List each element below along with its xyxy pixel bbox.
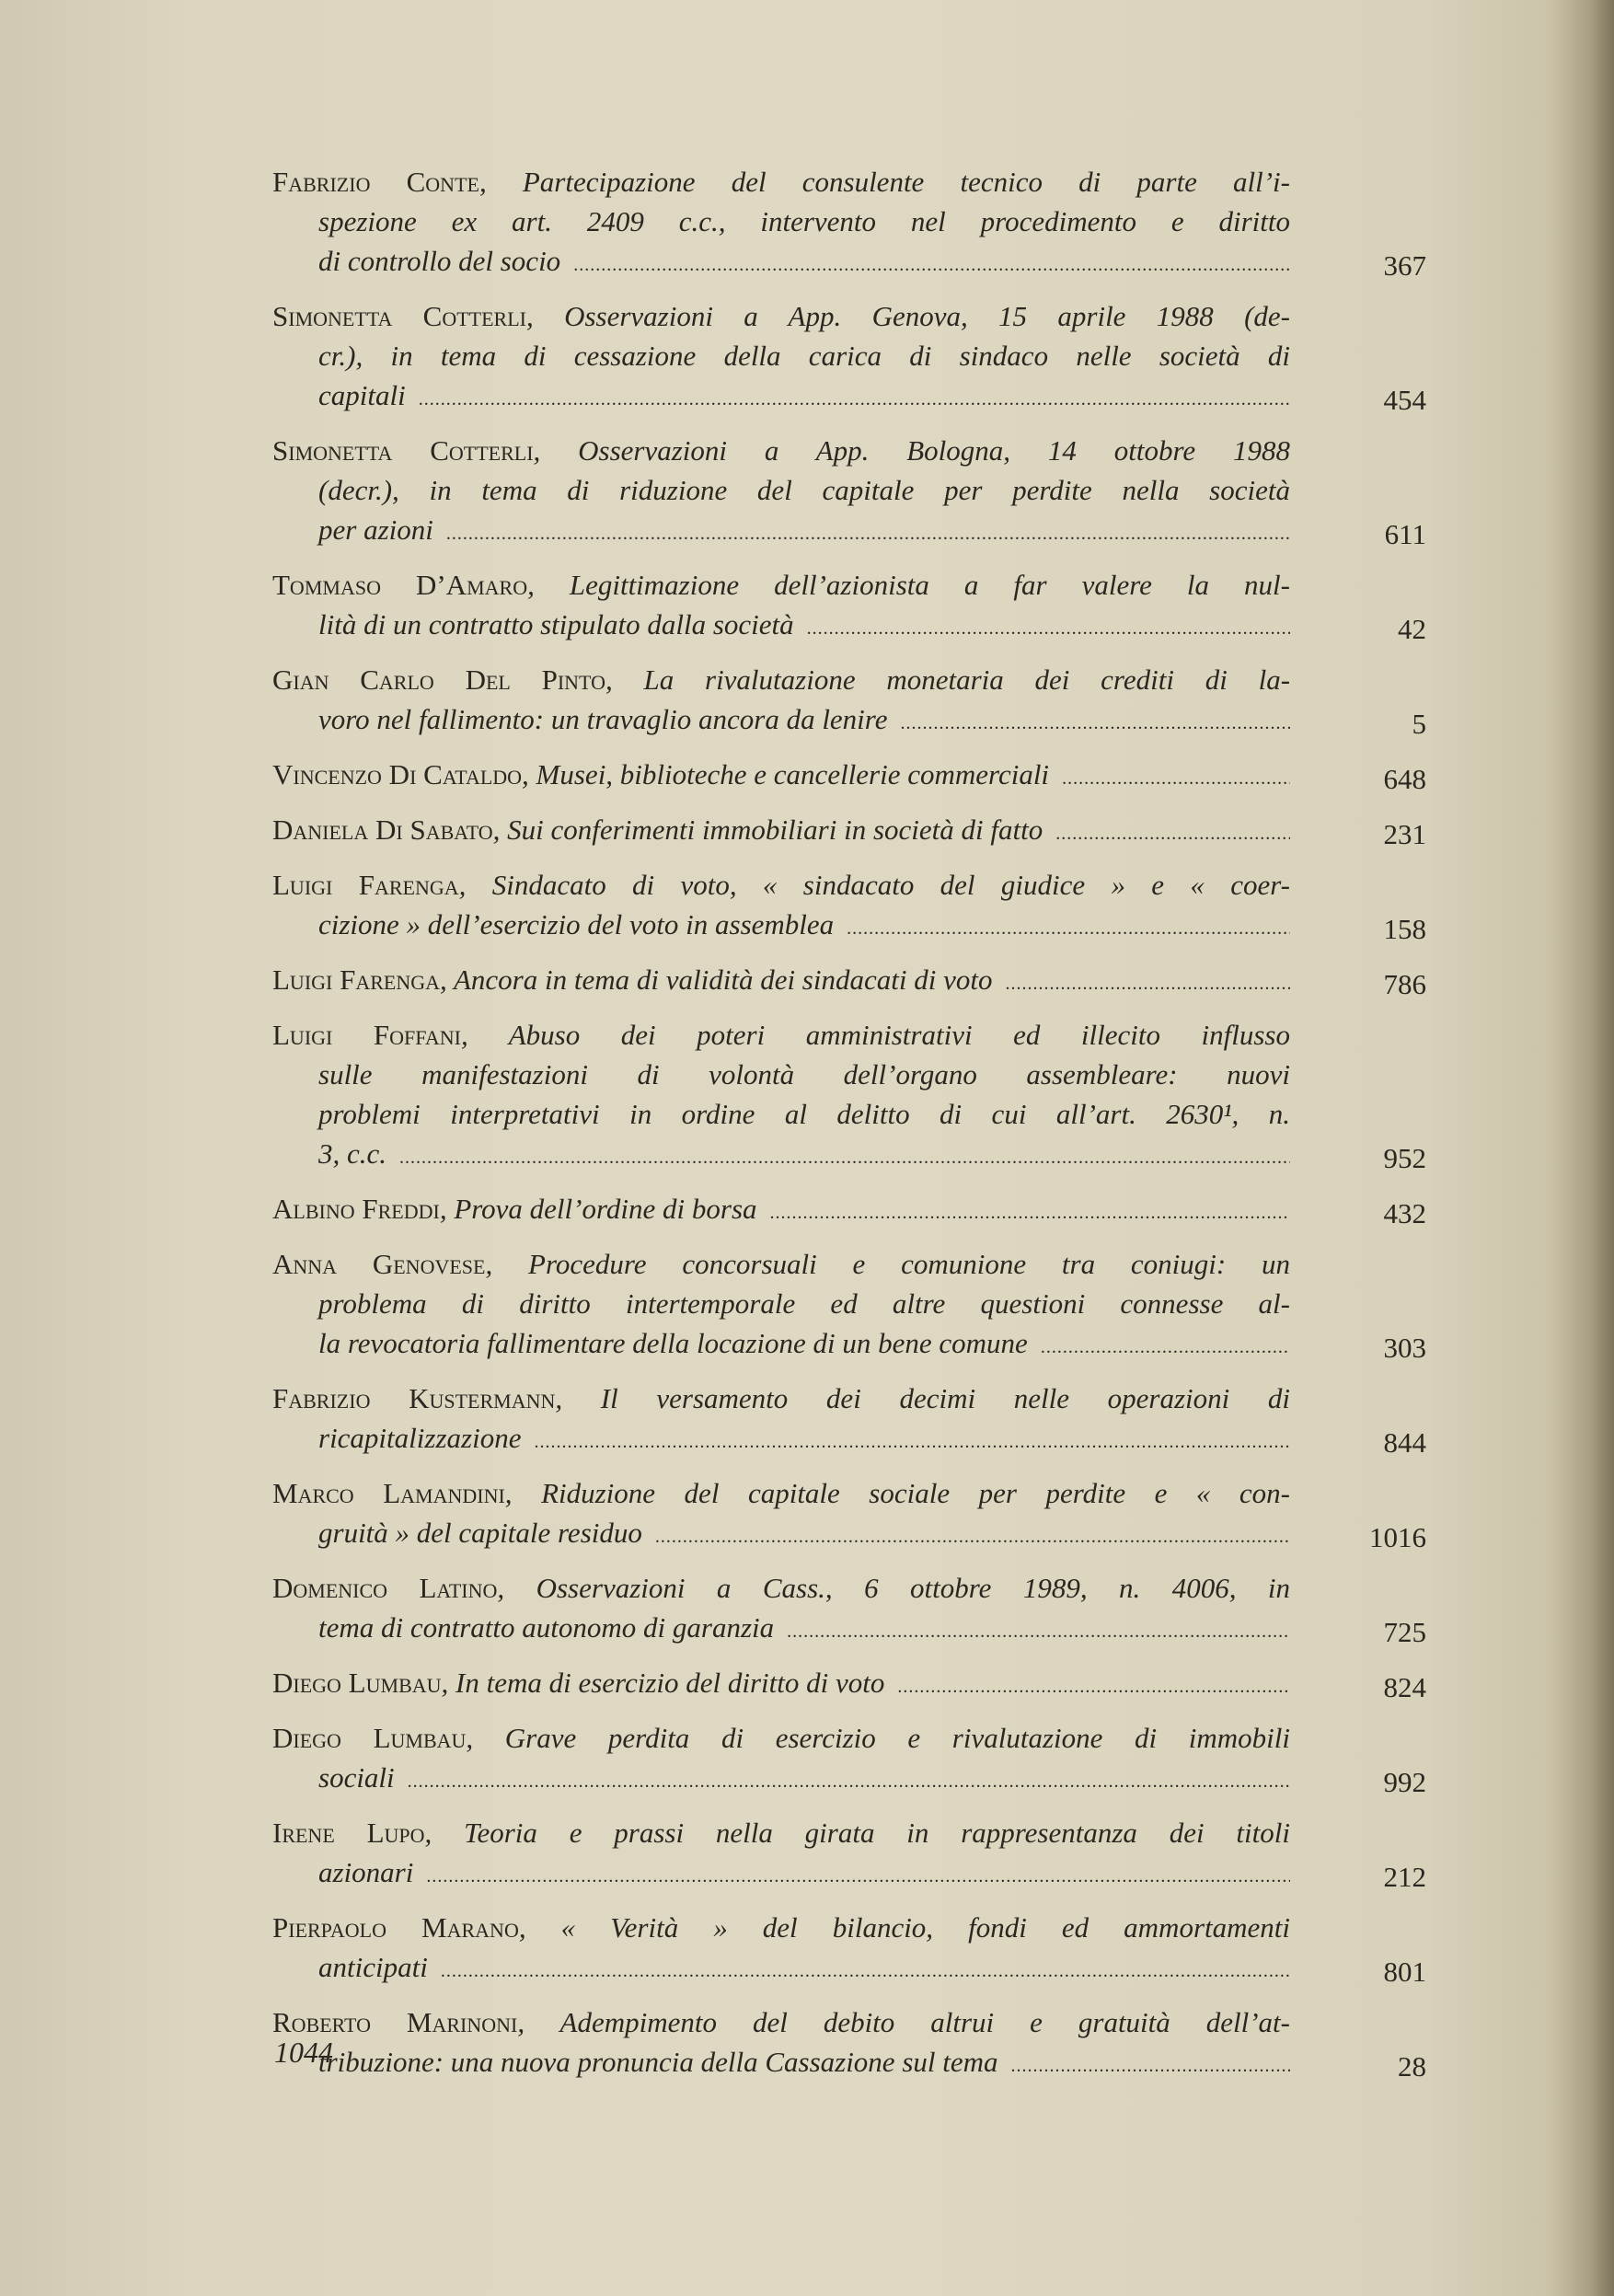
dot-leader <box>1041 1328 1290 1367</box>
dot-leader <box>1005 964 1290 1004</box>
entry-author: Diego Lumbau <box>272 1722 467 1754</box>
toc-entry-line: Daniela Di Sabato, Sui conferimenti immobiliari in società di fatto ..... <box>272 810 1290 854</box>
entry-title-text: In tema di esercizio del diritto di voto <box>455 1667 885 1699</box>
entry-page-number: 212 <box>1383 1861 1426 1893</box>
entry-author: Roberto Marinoni <box>272 2006 518 2038</box>
entry-page-number: 28 <box>1398 2050 1426 2083</box>
entry-author: Domenico Latino <box>272 1572 498 1604</box>
dot-leader <box>426 1857 1290 1897</box>
entry-title-text: ricapitalizzazione <box>318 1422 522 1454</box>
entry-title-text: cizione » dell’esercizio del voto in assemblea <box>318 908 835 940</box>
entry-title-text: sociali <box>318 1761 395 1794</box>
toc-entry <box>272 1473 1426 1557</box>
toc-entry-line: Anna Genovese, Procedure concorsuali e comunione tra coniugi: un <box>272 1248 1290 1280</box>
entry-title-text: Osservazioni a App. Genova, 15 aprile 1988 (de- <box>564 300 1290 332</box>
toc-entry <box>272 2002 1426 2086</box>
entry-author: Fabrizio Kustermann <box>272 1382 556 1414</box>
entry-author: Simonetta Cotterli <box>272 434 534 467</box>
entry-title-text: Teoria e prassi nella girata in rappresentanza dei titoli <box>464 1817 1290 1849</box>
entry-page-number: 786 <box>1383 968 1426 1000</box>
entry-author: Irene Lupo <box>272 1817 425 1849</box>
entry-title-text: tribuzione: una nuova pronuncia della Cassazione sul tema <box>318 2046 998 2078</box>
entry-title-text: Abuso dei poteri amministrativi ed illecito influsso <box>508 1019 1290 1051</box>
entry-title-text: anticipati <box>318 1951 428 1983</box>
entry-title-text: spezione ex art. 2409 c.c., intervento nel procedimento e diritto <box>318 205 1290 237</box>
toc-entry-line: Simonetta Cotterli, Osservazioni a App. Bologna, 14 ottobre 1988 <box>272 434 1290 467</box>
toc-entry-line: Roberto Marinoni, Adempimento del debito altrui e gratuità dell’at- <box>272 2006 1290 2038</box>
toc-entry-line: Pierpaolo Marano, « Verità » del bilancio, fondi ed ammortamenti <box>272 1911 1290 1944</box>
entry-page-number: 158 <box>1383 913 1426 945</box>
toc-entry-line <box>272 1323 1290 1367</box>
toc-entry <box>272 162 1426 285</box>
entry-author: Tommaso D’Amaro <box>272 569 528 601</box>
toc-entry-line: Tommaso D’Amaro, Legittimazione dell’azionista a far valere la nul- <box>272 569 1290 601</box>
toc-entry-line <box>272 905 1290 949</box>
entry-page-number: 367 <box>1383 249 1426 282</box>
toc-entry-line <box>272 1608 1290 1652</box>
entry-page-number: 1016 <box>1369 1521 1426 1553</box>
entry-author: Luigi Foffani <box>272 1019 461 1051</box>
entry-title-text: Osservazioni a Cass., 6 ottobre 1989, n. 4006, in <box>536 1572 1291 1604</box>
dot-leader <box>573 246 1290 285</box>
toc-entry <box>272 660 1426 744</box>
dot-leader <box>900 704 1290 744</box>
entry-title-text: la revocatoria fallimentare della locazione di un bene comune <box>318 1327 1028 1359</box>
toc-entry-line <box>272 1947 1290 1991</box>
toc-entry-line <box>272 1418 1290 1462</box>
toc-entry-line <box>272 1094 1290 1134</box>
entry-page-number: 5 <box>1412 708 1426 740</box>
dot-leader <box>770 1194 1290 1233</box>
toc-entry-line: Albino Freddi, Prova dell’ordine di borsa ..... <box>272 1189 1290 1233</box>
entry-title-text: capitali <box>318 379 406 411</box>
toc-entry-line: Simonetta Cotterli, Osservazioni a App. Genova, 15 aprile 1988 (de- <box>272 300 1290 332</box>
entry-title-text: Il versamento dei decimi nelle operazioni di <box>600 1382 1290 1414</box>
dot-leader <box>1062 759 1290 799</box>
toc-entry-line <box>272 1758 1290 1802</box>
toc-entry-line <box>272 1852 1290 1897</box>
entry-author: Fabrizio Conte <box>272 166 479 198</box>
toc-entry <box>272 1718 1426 1802</box>
toc-entry <box>272 1015 1426 1178</box>
entry-title-text: cr.), in tema di cessazione della carica di sindaco nelle società di <box>318 340 1290 372</box>
toc-entry-line <box>272 375 1290 420</box>
entry-title-text: Osservazioni a App. Bologna, 14 ottobre 1988 <box>578 434 1290 467</box>
dot-leader <box>534 1423 1290 1462</box>
toc-entry-line <box>272 470 1290 510</box>
entry-title-text: Partecipazione del consulente tecnico di parte all’i- <box>522 166 1290 198</box>
dot-leader <box>807 609 1290 649</box>
dot-leader <box>419 380 1290 420</box>
dot-leader <box>446 514 1290 554</box>
entry-page-number: 432 <box>1383 1197 1426 1229</box>
entry-author: Albino Freddi <box>272 1193 440 1225</box>
dot-leader <box>399 1138 1290 1178</box>
entry-author: Luigi Farenga <box>272 963 441 996</box>
entry-title-text: gruità » del capitale residuo <box>318 1517 642 1549</box>
entry-page-number: 303 <box>1383 1332 1426 1364</box>
entry-title-text: Ancora in tema di validità dei sindacati di voto <box>453 963 993 996</box>
entry-page-number: 611 <box>1384 518 1426 550</box>
toc-entry-line <box>272 510 1290 554</box>
dot-leader <box>787 1612 1290 1652</box>
table-of-contents <box>272 162 1426 2097</box>
toc-entry-line <box>272 336 1290 375</box>
toc-entry-line <box>272 202 1290 241</box>
toc-entry-line <box>272 2042 1290 2086</box>
entry-author: Luigi Farenga <box>272 869 459 901</box>
toc-entry-line <box>272 699 1290 744</box>
toc-entry <box>272 755 1426 799</box>
entry-page-number: 42 <box>1398 613 1426 645</box>
toc-entry <box>272 865 1426 949</box>
entry-title-text: Sui conferimenti immobiliari in società di fatto <box>507 813 1043 846</box>
entry-title-text: problemi interpretativi in ordine al delitto di cui all’art. 2630¹, n. <box>318 1098 1290 1130</box>
entry-title-text: di controllo del socio <box>318 245 561 277</box>
toc-entry <box>272 810 1426 854</box>
toc-entry-line <box>272 1284 1290 1323</box>
toc-entry <box>272 1379 1426 1462</box>
entry-title-text: (decr.), in tema di riduzione del capitale per perdite nella società <box>318 474 1290 506</box>
entry-title-text: tema di contratto autonomo di garanzia <box>318 1611 775 1644</box>
entry-title-text: Grave perdita di esercizio e rivalutazione di immobili <box>504 1722 1290 1754</box>
toc-entry <box>272 1189 1426 1233</box>
toc-entry-line: Irene Lupo, Teoria e prassi nella girata in rappresentanza dei titoli <box>272 1817 1290 1849</box>
entry-page-number: 454 <box>1383 384 1426 416</box>
entry-title-text: La rivalutazione monetaria dei crediti di la- <box>643 663 1291 696</box>
page-number-folio: 1044 <box>274 2036 333 2069</box>
toc-entry <box>272 1663 1426 1707</box>
dot-leader <box>847 909 1290 949</box>
dot-leader <box>1055 814 1290 854</box>
entry-title-text: problema di diritto intertemporale ed altre questioni connesse al- <box>318 1287 1290 1320</box>
toc-entry-line <box>272 1513 1290 1557</box>
toc-entry-line: Domenico Latino, Osservazioni a Cass., 6 ottobre 1989, n. 4006, in <box>272 1572 1291 1604</box>
dot-leader <box>1011 2047 1290 2086</box>
entry-author: Marco Lamandini <box>272 1477 505 1509</box>
dot-leader <box>897 1667 1290 1707</box>
entry-page-number: 801 <box>1383 1956 1426 1988</box>
toc-entry <box>272 1568 1426 1652</box>
entry-title-text: voro nel fallimento: un travaglio ancora da lenire <box>318 703 888 735</box>
toc-entry-line: Luigi Farenga, Sindacato di voto, « sindacato del giudice » e « coer- <box>272 869 1290 901</box>
toc-entry-line: Luigi Farenga, Ancora in tema di validità dei sindacati di voto ..... <box>272 960 1290 1004</box>
toc-entry <box>272 296 1426 420</box>
toc-entry-line <box>272 1134 1290 1178</box>
toc-entry-line: Luigi Foffani, Abuso dei poteri amministrativi ed illecito influsso <box>272 1019 1290 1051</box>
entry-title-text: Procedure concorsuali e comunione tra coniugi: un <box>528 1248 1290 1280</box>
entry-page-number: 992 <box>1383 1766 1426 1798</box>
dot-leader <box>441 1952 1290 1991</box>
toc-entry <box>272 431 1426 554</box>
toc-entry <box>272 1908 1426 1991</box>
entry-author: Anna Genovese <box>272 1248 486 1280</box>
toc-entry-line: Vincenzo Di Cataldo, Musei, biblioteche e cancellerie commerciali ..... <box>272 755 1290 799</box>
toc-entry-line: Fabrizio Kustermann, Il versamento dei decimi nelle operazioni di <box>272 1382 1290 1414</box>
entry-title-text: Riduzione del capitale sociale per perdite e « con- <box>541 1477 1290 1509</box>
toc-entry-line <box>272 1055 1290 1094</box>
dot-leader <box>408 1762 1290 1802</box>
entry-title-text: « Verità » del bilancio, fondi ed ammortamenti <box>560 1911 1290 1944</box>
toc-entry-line: Diego Lumbau, Grave perdita di esercizio e rivalutazione di immobili <box>272 1722 1290 1754</box>
entry-title-text: 3, c.c. <box>318 1137 387 1170</box>
entry-author: Daniela Di Sabato <box>272 813 493 846</box>
toc-entry-line: Fabrizio Conte, Partecipazione del consulente tecnico di parte all’i- <box>272 166 1290 198</box>
toc-entry-line: Gian Carlo Del Pinto, La rivalutazione monetaria dei crediti di la- <box>272 663 1291 696</box>
entry-title-text: per azioni <box>318 513 433 546</box>
toc-entry <box>272 565 1426 649</box>
entry-title-text: azionari <box>318 1856 414 1888</box>
entry-title-text: Adempimento del debito altrui e gratuità dell’at- <box>559 2006 1290 2038</box>
entry-page-number: 952 <box>1383 1142 1426 1174</box>
entry-title-text: lità di un contratto stipulato dalla società <box>318 608 794 640</box>
entry-author: Pierpaolo Marano <box>272 1911 519 1944</box>
entry-title-text: sulle manifestazioni di volontà dell’organo assembleare: nuovi <box>318 1058 1290 1090</box>
toc-entry <box>272 1244 1426 1367</box>
entry-page-number: 725 <box>1383 1616 1426 1648</box>
entry-page-number: 844 <box>1383 1426 1426 1459</box>
toc-entry-line <box>272 605 1290 649</box>
entry-page-number: 231 <box>1383 818 1426 850</box>
entry-author: Vincenzo Di Cataldo <box>272 758 523 790</box>
entry-author: Gian Carlo Del Pinto <box>272 663 605 696</box>
entry-page-number: 824 <box>1383 1671 1426 1703</box>
dot-leader <box>655 1517 1290 1557</box>
entry-author: Simonetta Cotterli <box>272 300 526 332</box>
toc-entry <box>272 1813 1426 1897</box>
entry-title-text: Sindacato di voto, « sindacato del giudice » e « coer- <box>491 869 1290 901</box>
entry-title-text: Legittimazione dell’azionista a far valere la nul- <box>569 569 1290 601</box>
toc-entry-line: Diego Lumbau, In tema di esercizio del diritto di voto ..... <box>272 1663 1290 1707</box>
entry-title-text: Musei, biblioteche e cancellerie commerciali <box>536 758 1050 790</box>
entry-title-text: Prova dell’ordine di borsa <box>454 1193 757 1225</box>
entry-page-number: 648 <box>1383 763 1426 795</box>
entry-author: Diego Lumbau <box>272 1667 442 1699</box>
toc-entry-line <box>272 241 1290 285</box>
toc-entry <box>272 960 1426 1004</box>
toc-entry-line: Marco Lamandini, Riduzione del capitale sociale per perdite e « con- <box>272 1477 1290 1509</box>
